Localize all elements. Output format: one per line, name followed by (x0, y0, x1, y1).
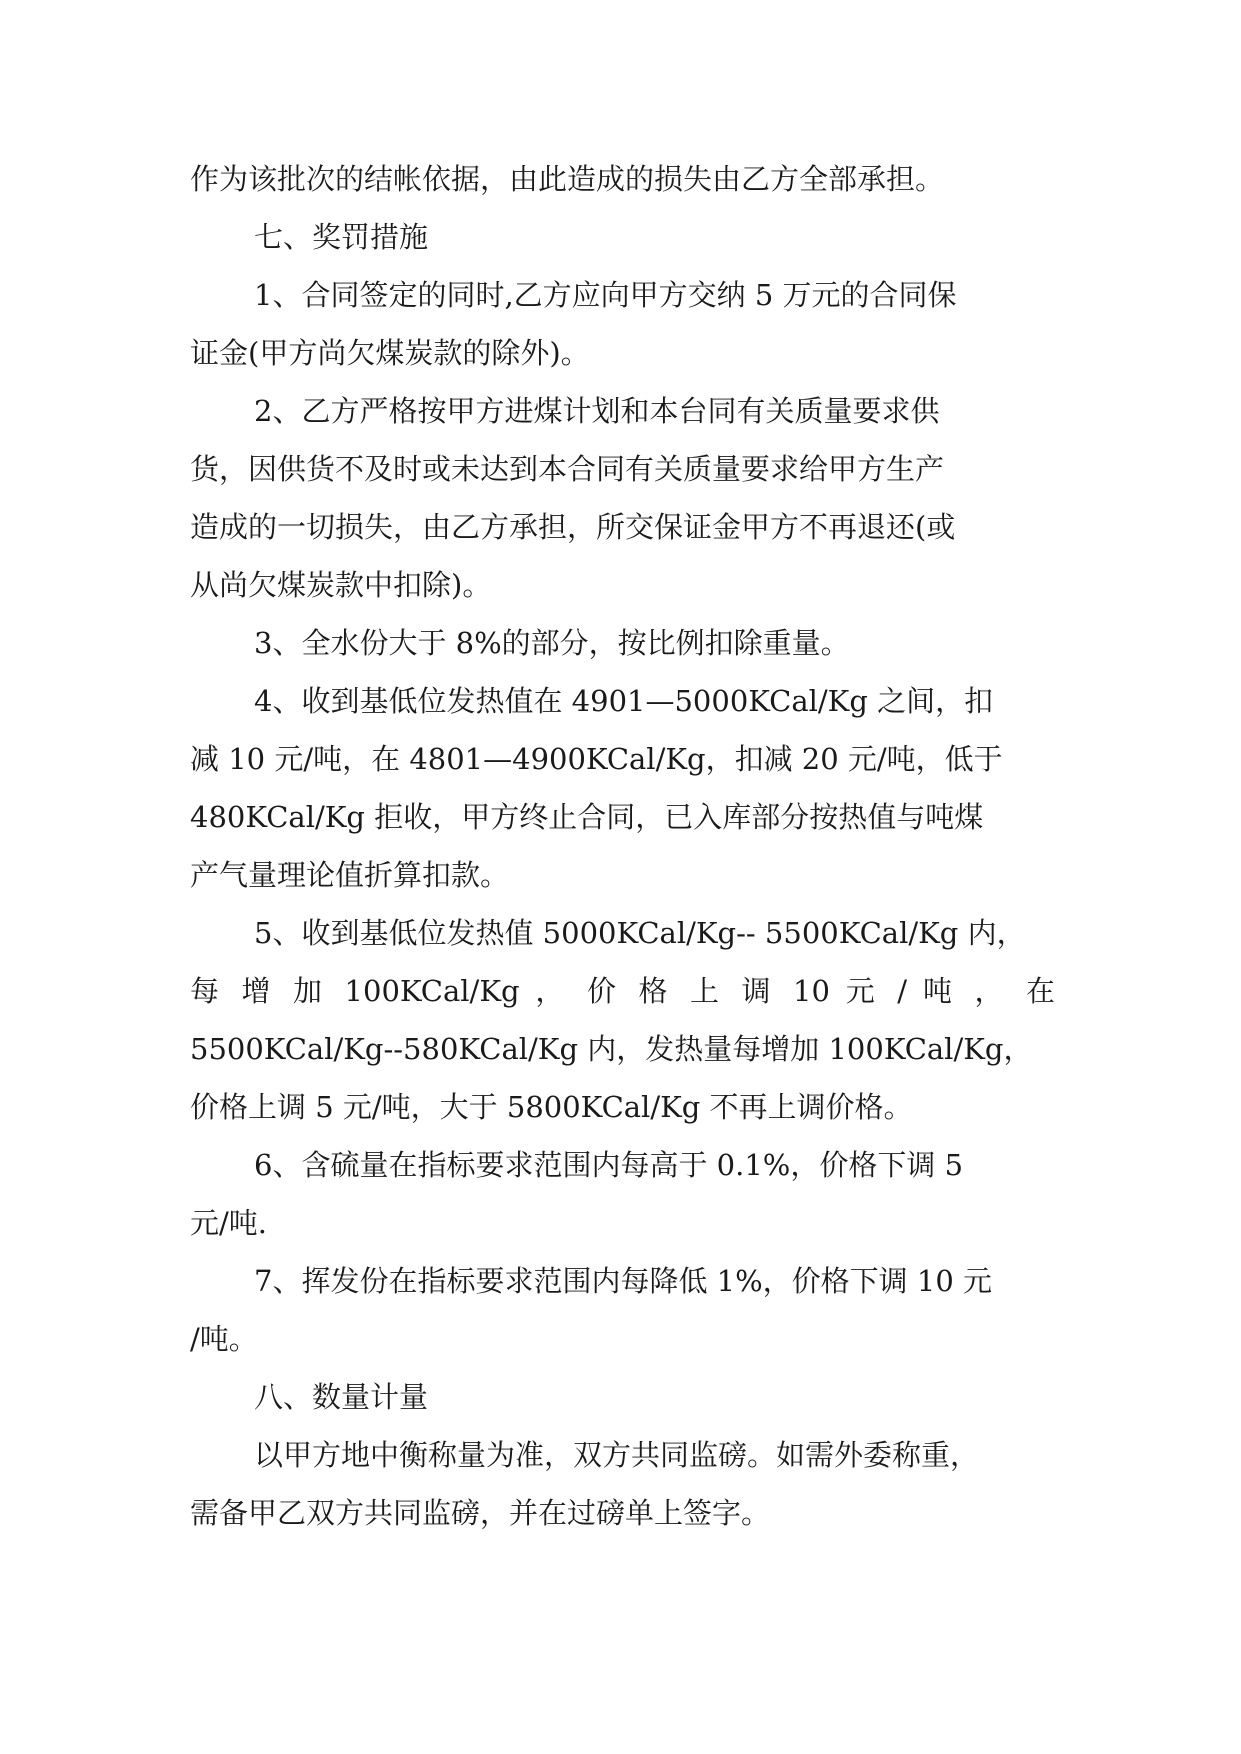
text-line: 元/吨. (190, 1206, 267, 1240)
text-line: 七、奖罚措施 (254, 220, 429, 254)
text-line: 6、含硫量在指标要求范围内每高于 0.1%，价格下调 5 (254, 1148, 964, 1182)
text-line: 八、数量计量 (254, 1380, 429, 1414)
document-body (190, 150, 1055, 1542)
text-line: 5、收到基低位发热值 5000KCal/Kg-- 5500KCal/Kg 内， (254, 916, 1026, 950)
text-line: 产气量理论值折算扣款。 (190, 858, 510, 892)
text-line: 1、合同签定的同时,乙方应向甲方交纳 5 万元的合同保 (254, 278, 957, 312)
text-line: 从尚欠煤炭款中扣除)。 (190, 568, 492, 602)
text-line: 造成的一切损失，由乙方承担，所交保证金甲方不再退还(或 (190, 510, 956, 544)
text-line: 证金(甲方尚欠煤炭款的除外)。 (190, 336, 590, 370)
text-line: 3、全水份大于 8%的部分，按比例扣除重量。 (254, 626, 850, 660)
text-line: 货，因供货不及时或未达到本合同有关质量要求给甲方生产 (190, 452, 945, 486)
text-line: 每 增 加 100KCal/Kg ， 价 格 上 调 10 元 / 吨 ， 在 (190, 974, 1055, 1008)
text-line: 需备甲乙双方共同监磅，并在过磅单上签字。 (190, 1496, 771, 1530)
text-line: 价格上调 5 元/吨，大于 5800KCal/Kg 不再上调价格。 (190, 1090, 913, 1124)
text-line: /吨。 (190, 1322, 258, 1356)
text-line: 以甲方地中衡称量为准，双方共同监磅。如需外委称重， (254, 1438, 980, 1472)
text-line: 减 10 元/吨，在 4801—4900KCal/Kg，扣减 20 元/吨，低于 (190, 742, 1003, 776)
text-line: 2、乙方严格按甲方进煤计划和本台同有关质量要求供 (254, 394, 940, 428)
text-line: 作为该批次的结帐依据，由此造成的损失由乙方全部承担。 (190, 162, 945, 196)
text-line: 5500KCal/Kg--580KCal/Kg 内，发热量每增加 100KCal/Kg， (190, 1032, 1033, 1066)
text-line: 7、挥发份在指标要求范围内每降低 1%，价格下调 10 元 (254, 1264, 993, 1298)
text-line: 480KCal/Kg 拒收，甲方终止合同，已入库部分按热值与吨煤 (190, 800, 984, 834)
text-line: 4、收到基低位发热值在 4901—5000KCal/Kg 之间，扣 (254, 684, 994, 718)
